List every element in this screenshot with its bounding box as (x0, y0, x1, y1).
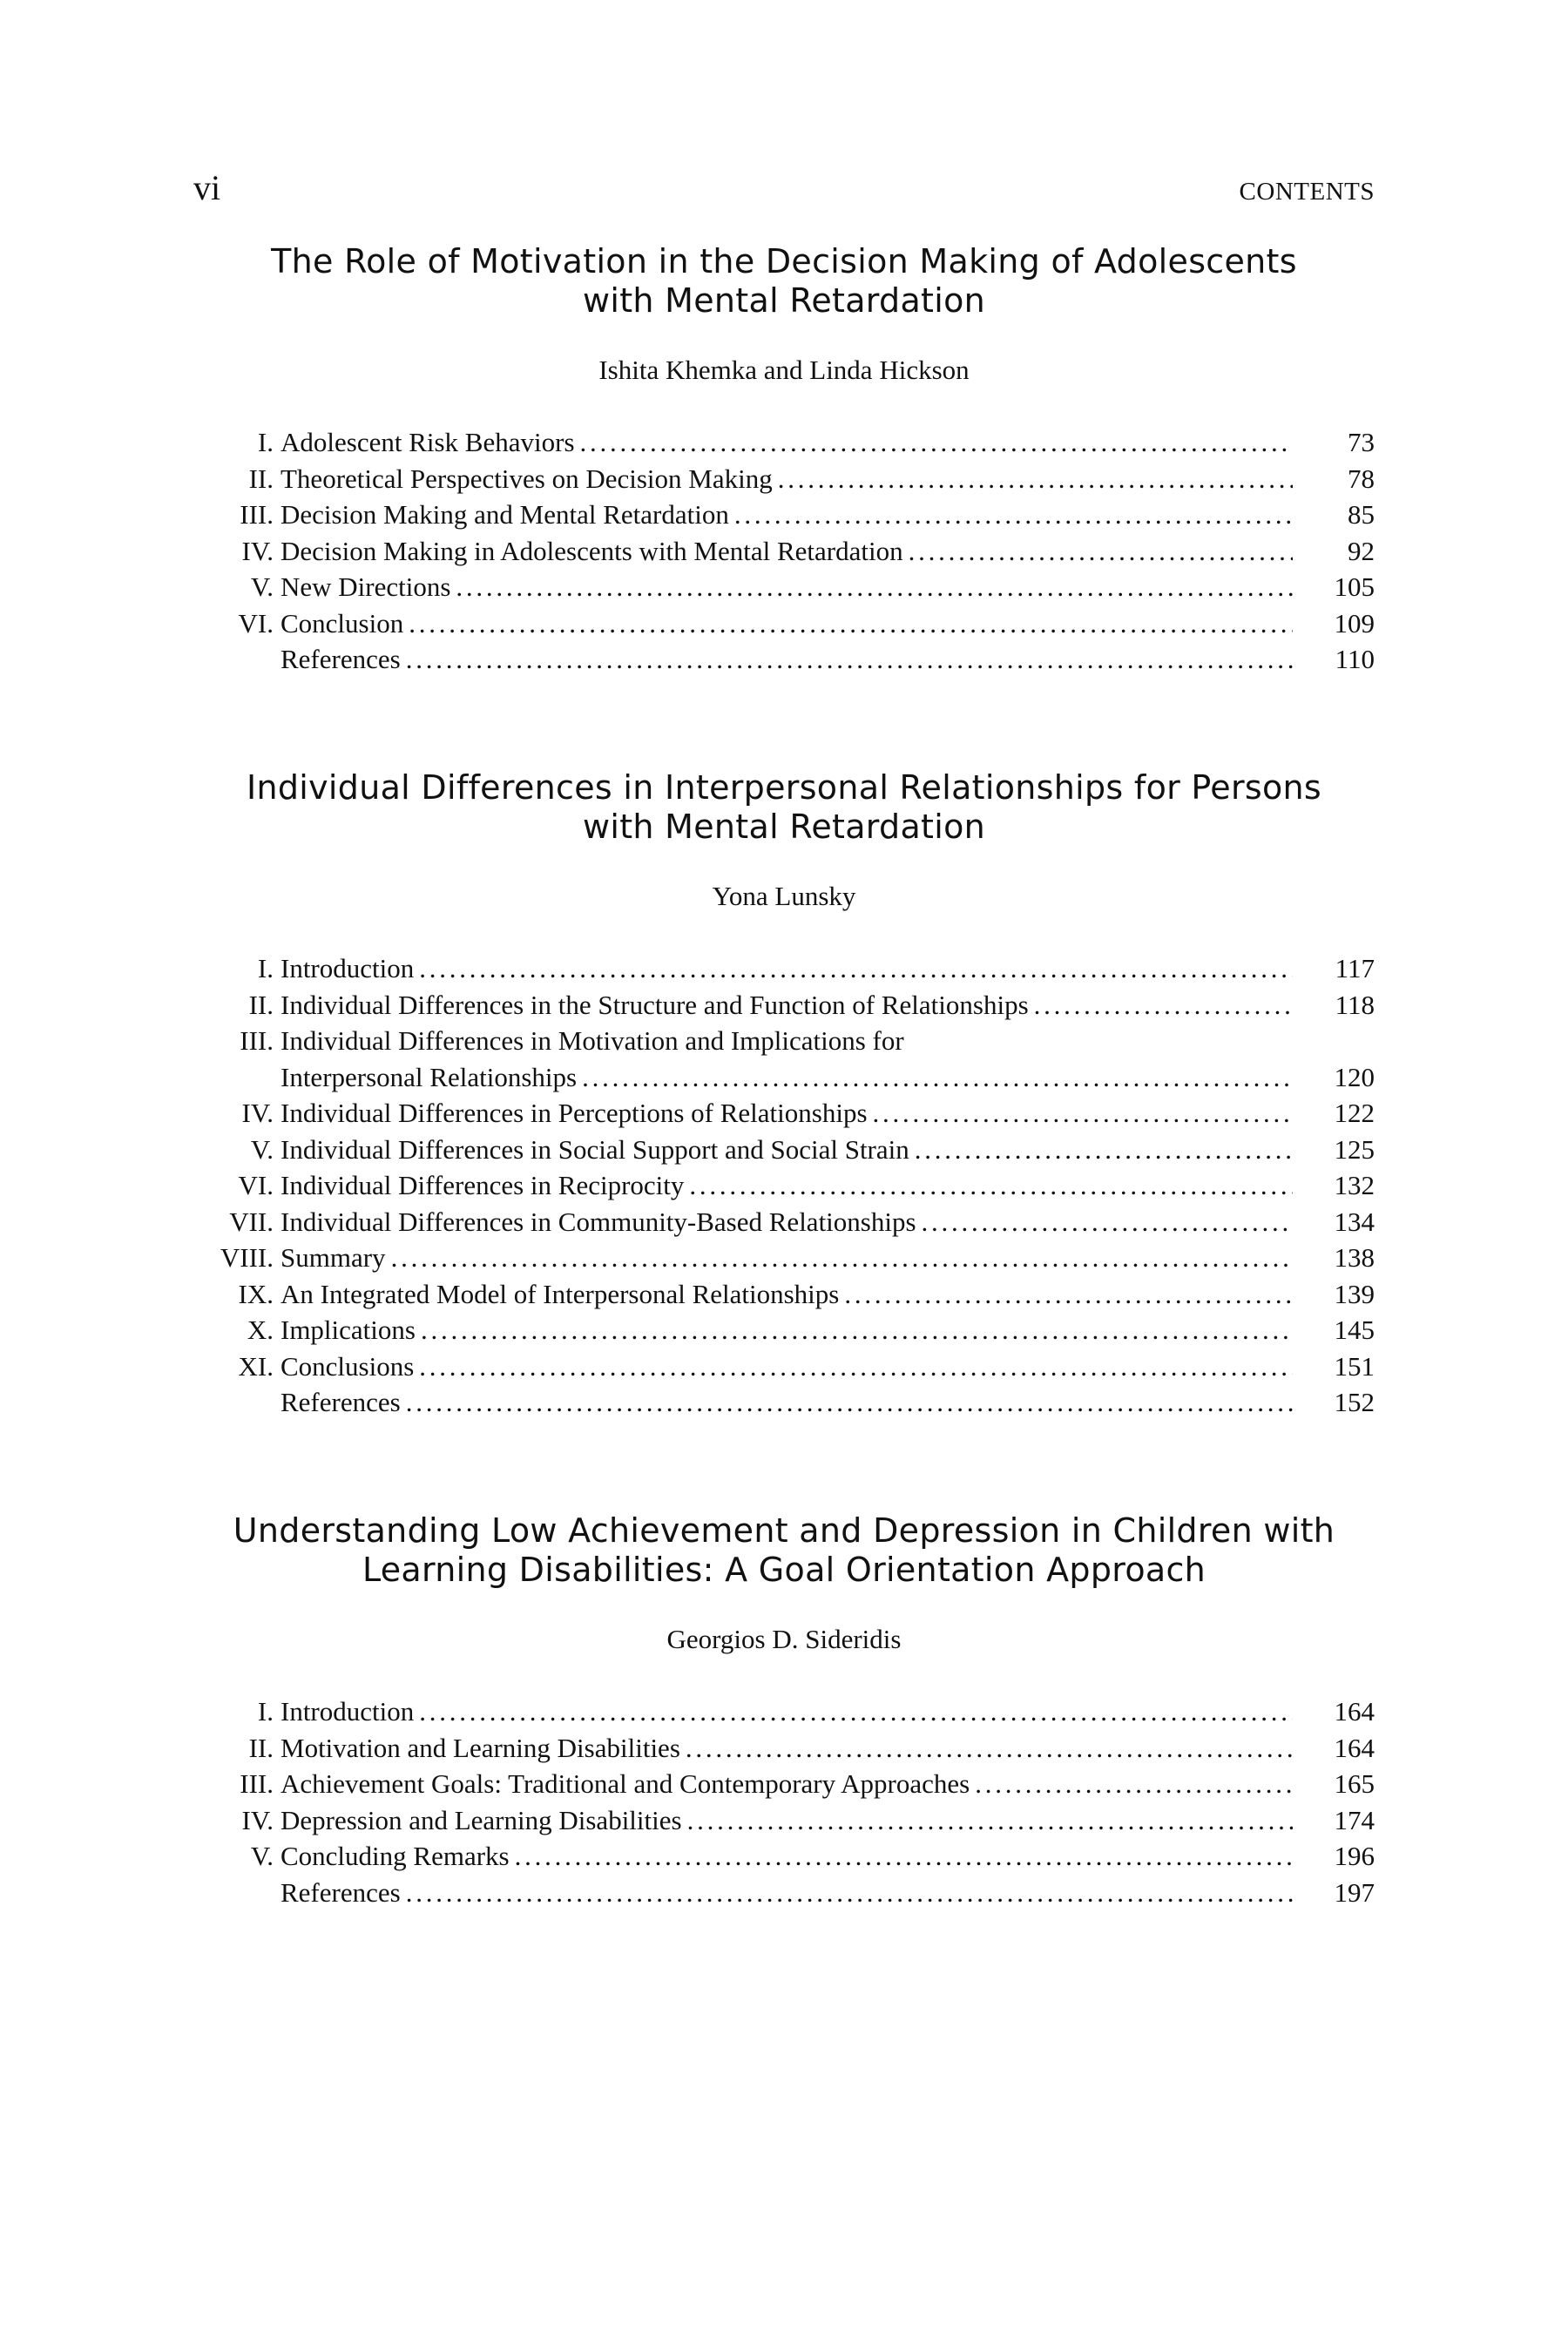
toc-entry-page: 165 (1334, 1768, 1375, 1799)
toc-entry-page: 120 (1334, 1061, 1375, 1092)
toc-entry-title: Individual Differences in Motivation and Implications for (280, 1025, 904, 1056)
toc-entry-number: III. (240, 1768, 274, 1799)
toc-entry-page: 73 (1348, 427, 1375, 457)
chapter-title (193, 768, 1375, 847)
toc-entry-number: III. (240, 499, 274, 530)
toc-entry-number: VII. (229, 1206, 274, 1237)
toc-entry-title: Implications (280, 1315, 416, 1345)
toc-entry-number: IV. (241, 1098, 274, 1128)
dot-leader (686, 1730, 1293, 1767)
dot-leader (734, 497, 1293, 533)
toc-entry-number: VIII. (220, 1242, 274, 1273)
toc-entry-page: 196 (1334, 1841, 1375, 1871)
chapter-title-line-2: Learning Disabilities: A Goal Orientation Approach (362, 1551, 1206, 1589)
toc-entry-continuation[interactable] (193, 1059, 1375, 1096)
toc-list (193, 1693, 1375, 1910)
toc-entry-title: References (280, 1876, 401, 1908)
toc-entry[interactable] (193, 1204, 1375, 1240)
toc-entry-page: 151 (1334, 1350, 1375, 1382)
toc-entry-title: Concluding Remarks (280, 1841, 510, 1871)
toc-entry-number: II. (248, 989, 274, 1020)
toc-entry-title: New Directions (280, 571, 451, 602)
chapter-title-line-1: Individual Differences in Interpersonal Relationships for Persons (246, 768, 1322, 807)
chapter-title-line-1: Understanding Low Achievement and Depression in Children with (233, 1511, 1335, 1550)
toc-entry[interactable] (193, 1095, 1375, 1132)
toc-entry[interactable] (193, 1023, 1375, 1059)
dot-leader (421, 1312, 1293, 1348)
dot-leader (844, 1276, 1293, 1313)
toc-entry-page: 85 (1348, 499, 1375, 530)
toc-entry-page: 109 (1334, 607, 1375, 639)
toc-entry-number: IV. (241, 535, 274, 566)
toc-entry-title: Decision Making in Adolescents with Mental Retardation (280, 535, 903, 566)
toc-entry-page: 117 (1335, 953, 1375, 983)
dot-leader (391, 1240, 1293, 1276)
toc-entry-number: IV. (241, 1804, 274, 1835)
toc-entry-page: 134 (1334, 1206, 1375, 1237)
toc-entry[interactable] (193, 1875, 1375, 1911)
toc-entry-page: 105 (1334, 571, 1375, 602)
chapter-title-line-2: with Mental Retardation (582, 281, 986, 320)
dot-leader (915, 1132, 1293, 1168)
toc-entry-number: I. (257, 427, 274, 457)
toc-entry-number: V. (250, 571, 274, 602)
toc-entry[interactable] (193, 1693, 1375, 1730)
toc-entry-number: VI. (238, 607, 274, 639)
toc-entry-number: IX. (238, 1278, 274, 1309)
dot-leader (409, 605, 1293, 642)
chapter-title (193, 1511, 1375, 1590)
chapter-sideridis (193, 1511, 1375, 1910)
toc-entry-title: Introduction (280, 1696, 415, 1727)
toc-entry-page: 78 (1348, 463, 1375, 494)
toc-entry-page: 110 (1335, 644, 1375, 674)
toc-entry[interactable] (193, 424, 1375, 461)
toc-entry-number: XI. (238, 1350, 274, 1382)
toc-entry-page: 132 (1334, 1170, 1375, 1200)
toc-entry-page: 145 (1334, 1315, 1375, 1345)
chapter-title (193, 242, 1375, 321)
toc-entry-number: I. (257, 1696, 274, 1727)
toc-entry-title: Interpersonal Relationships (280, 1061, 578, 1092)
toc-entry-title: Achievement Goals: Traditional and Contemporary Approaches (280, 1768, 970, 1799)
dot-leader (406, 1875, 1293, 1911)
dot-leader (689, 1167, 1293, 1204)
dot-leader (909, 533, 1293, 570)
toc-entry-title: Depression and Learning Disabilities (280, 1804, 682, 1835)
toc-entry[interactable] (193, 1132, 1375, 1168)
toc-entry[interactable] (193, 1384, 1375, 1421)
dot-leader (922, 1204, 1293, 1240)
toc-entry-page: 125 (1334, 1133, 1375, 1165)
toc-entry-title: Introduction (280, 953, 415, 983)
toc-entry-page: 92 (1348, 535, 1375, 566)
toc-entry-title: Conclusions (280, 1350, 415, 1382)
toc-entry[interactable] (193, 1240, 1375, 1276)
dot-leader (406, 641, 1293, 678)
toc-entry[interactable] (193, 1167, 1375, 1204)
toc-entry[interactable] (193, 641, 1375, 678)
toc-entry-page: 139 (1334, 1278, 1375, 1309)
dot-leader (406, 1384, 1293, 1421)
toc-entry-title: Conclusion (280, 607, 404, 639)
toc-entry[interactable] (193, 1276, 1375, 1313)
toc-entry-title: References (280, 644, 401, 674)
running-head: CONTENTS (1239, 178, 1375, 206)
dot-leader (419, 1348, 1293, 1385)
dot-leader (582, 1059, 1293, 1096)
toc-entry-title: Individual Differences in the Structure and Function of Relationships (280, 989, 1029, 1020)
toc-entry[interactable] (193, 1312, 1375, 1348)
toc-entry-title: Individual Differences in Community-Based Relationships (280, 1206, 916, 1237)
toc-entry-title: Theoretical Perspectives on Decision Making (280, 463, 773, 494)
toc-entry-page: 174 (1334, 1804, 1375, 1835)
chapter-title-line-2: with Mental Retardation (582, 808, 986, 846)
dot-leader (1034, 987, 1293, 1024)
chapter-lunsky (193, 768, 1375, 1421)
chapter-author: Ishita Khemka and Linda Hickson (598, 355, 970, 385)
toc-entry[interactable] (193, 605, 1375, 642)
page-number: vi (193, 168, 221, 207)
toc-entry-number: X. (247, 1315, 274, 1345)
toc-entry-number: V. (250, 1133, 274, 1165)
toc-entry[interactable] (193, 950, 1375, 987)
toc-entry[interactable] (193, 569, 1375, 605)
toc-entry[interactable] (193, 461, 1375, 497)
toc-entry-page: 164 (1334, 1732, 1375, 1763)
dot-leader (975, 1766, 1293, 1802)
toc-entry-title: Individual Differences in Perceptions of Relationships (280, 1098, 868, 1128)
toc-entry-title: An Integrated Model of Interpersonal Relationships (280, 1278, 840, 1309)
toc-entry[interactable] (193, 987, 1375, 1024)
toc-entry-title: References (280, 1387, 401, 1417)
toc-entry[interactable] (193, 1766, 1375, 1802)
toc-entry-title: Decision Making and Mental Retardation (280, 499, 729, 530)
toc-entry[interactable] (193, 1348, 1375, 1385)
toc-entry-number: III. (240, 1025, 274, 1056)
toc-entry-page: 118 (1335, 989, 1375, 1020)
dot-leader (456, 569, 1293, 605)
chapter-title-line-1: The Role of Motivation in the Decision Making of Adolescents (271, 242, 1297, 280)
dot-leader (515, 1838, 1293, 1875)
toc-entry-page: 164 (1334, 1696, 1375, 1727)
toc-list (193, 424, 1375, 678)
toc-entry-page: 197 (1334, 1876, 1375, 1908)
dot-leader (687, 1802, 1293, 1839)
toc-entry-number: II. (248, 463, 274, 494)
chapter-khemka-hickson (193, 242, 1375, 678)
chapter-author: Yona Lunsky (712, 881, 856, 911)
toc-entry-title: Summary (280, 1242, 386, 1273)
toc-entry-number: V. (250, 1841, 274, 1871)
toc-entry-page: 152 (1334, 1387, 1375, 1417)
toc-list (193, 950, 1375, 1421)
toc-entry-page: 122 (1334, 1098, 1375, 1128)
dot-leader (580, 424, 1293, 461)
toc-entry-title: Adolescent Risk Behaviors (280, 427, 575, 457)
toc-entry[interactable] (193, 1838, 1375, 1875)
toc-entry-title: Individual Differences in Social Support and Social Strain (280, 1133, 909, 1165)
dot-leader (873, 1095, 1293, 1132)
toc-entry-page: 138 (1334, 1242, 1375, 1273)
chapter-author: Georgios D. Sideridis (666, 1624, 902, 1654)
toc-entry-number: I. (257, 953, 274, 983)
toc-entry[interactable] (193, 1802, 1375, 1839)
dot-leader (419, 1693, 1293, 1730)
toc-entry[interactable] (193, 497, 1375, 533)
dot-leader (419, 950, 1293, 987)
toc-entry-number: VI. (238, 1170, 274, 1200)
toc-entry[interactable] (193, 533, 1375, 570)
toc-entry-title: Motivation and Learning Disabilities (280, 1732, 680, 1763)
toc-entry-title: Individual Differences in Reciprocity (280, 1170, 685, 1200)
dot-leader (778, 461, 1293, 497)
toc-entry-number: II. (248, 1732, 274, 1763)
toc-entry[interactable] (193, 1730, 1375, 1767)
